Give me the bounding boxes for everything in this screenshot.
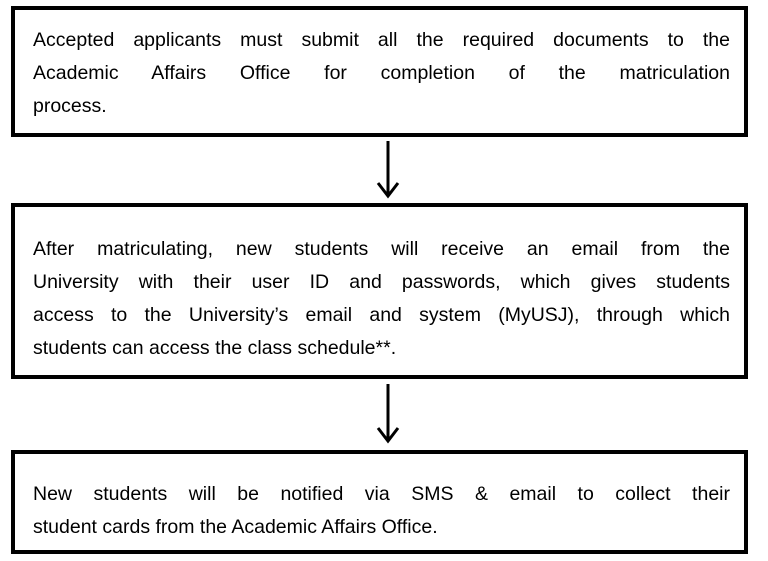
step-box-2 xyxy=(11,203,748,379)
step-2-line: access to the University’s email and system (MyUSJ), through which xyxy=(33,304,730,326)
step-2-line: University with their user ID and passwords, which gives students xyxy=(33,271,730,293)
down-arrow-icon xyxy=(376,141,400,199)
step-3-line: student cards from the Academic Affairs Office. xyxy=(33,516,438,538)
step-1-line: Academic Affairs Office for completion of the matriculation xyxy=(33,62,730,84)
step-box-3 xyxy=(11,450,748,554)
step-3-line: New students will be notified via SMS & email to collect their xyxy=(33,483,730,505)
step-2-line: After matriculating, new students will receive an email from the xyxy=(33,238,730,260)
step-box-1 xyxy=(11,6,748,137)
step-1-line: process. xyxy=(33,95,107,117)
down-arrow-icon xyxy=(376,384,400,444)
step-1-line: Accepted applicants must submit all the required documents to the xyxy=(33,29,730,51)
step-2-line: students can access the class schedule**. xyxy=(33,337,397,359)
